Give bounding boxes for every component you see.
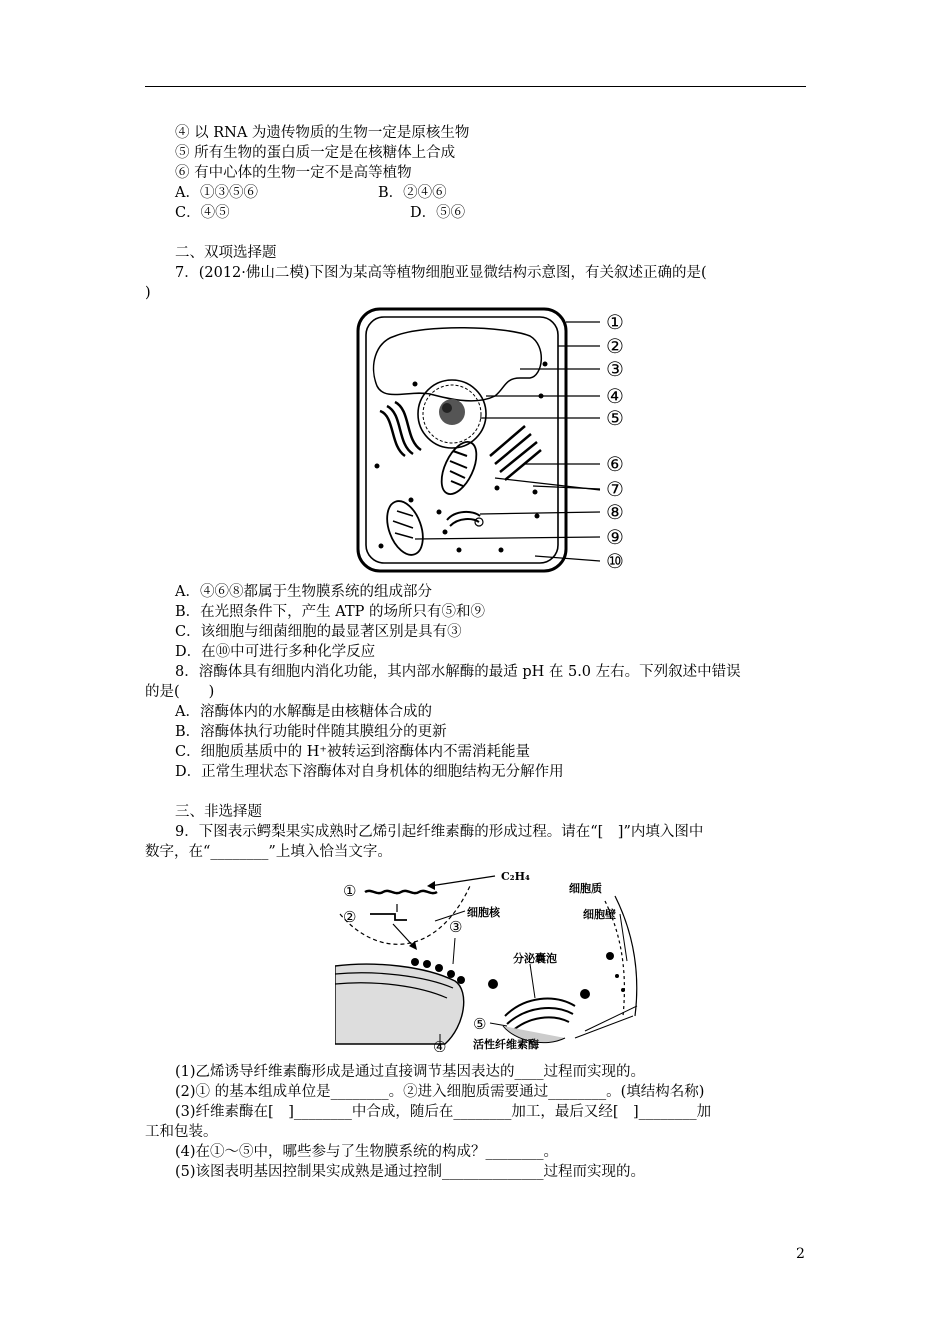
q7-stem-line2: ) bbox=[145, 285, 151, 301]
fig-num-5: ⑤ bbox=[473, 1015, 487, 1033]
fig-label-cytoplasm: 细胞质 bbox=[569, 882, 602, 895]
cell-label-9: ⑨ bbox=[606, 525, 624, 549]
q8-stem-line2: 的是( ) bbox=[145, 684, 215, 700]
q7-option-b: B．在光照条件下，产生 ATP 的场所只有⑤和⑨ bbox=[175, 604, 485, 620]
q6-statement-6: ⑥ 有中心体的生物一定不是高等植物 bbox=[175, 165, 412, 181]
fig-label-c2h4: C₂H₄ bbox=[501, 870, 530, 883]
fig-label-active-cellulase: 活性纤维素酶 bbox=[473, 1038, 539, 1051]
q9-part-1: (1)乙烯诱导纤维素酶形成是通过直接调节基因表达的____过程而实现的。 bbox=[175, 1064, 646, 1080]
cell-label-7: ⑦ bbox=[606, 477, 624, 501]
q6-statement-5: ⑤ 所有生物的蛋白质一定是在核糖体上合成 bbox=[175, 145, 456, 161]
section-heading-3: 三、非选择题 bbox=[175, 804, 262, 820]
page-number: 2 bbox=[796, 1246, 805, 1262]
cell-label-3: ③ bbox=[606, 357, 624, 381]
fig-num-2: ② bbox=[343, 908, 357, 926]
q8-option-c: C．细胞质基质中的 H⁺被转运到溶酶体内不需消耗能量 bbox=[175, 744, 531, 760]
q9-stem-line1: 9．下图表示鳄梨果实成熟时乙烯引起纤维素酶的形成过程。请在“[ ]”内填入图中 bbox=[175, 824, 704, 840]
q9-part-3: (3)纤维素酶在[ ]________中合成，随后在________加工，最后又经[ ]________加 bbox=[175, 1104, 712, 1120]
q7-option-c: C．该细胞与细菌细胞的最显著区别是具有③ bbox=[175, 624, 462, 640]
fig-num-4: ④ bbox=[433, 1038, 447, 1052]
q9-part-4: (4)在①～⑤中，哪些参与了生物膜系统的构成？________。 bbox=[175, 1144, 559, 1160]
q7-option-d: D．在⑩中可进行多种化学反应 bbox=[175, 644, 376, 660]
q7-option-a: A．④⑥⑧都属于生物膜系统的组成部分 bbox=[175, 584, 432, 600]
q9-part-3-cont: 工和包装。 bbox=[145, 1124, 218, 1140]
fig-num-3: ③ bbox=[449, 918, 463, 936]
q6-option-b: B．②④⑥ bbox=[378, 185, 447, 201]
cell-label-1: ① bbox=[606, 310, 624, 334]
q8-option-d: D．正常生理状态下溶酶体对自身机体的细胞结构无分解作用 bbox=[175, 764, 564, 780]
q9-stem-line2: 数字，在“________”上填入恰当文字。 bbox=[145, 844, 392, 860]
q6-option-c: C．④⑤ bbox=[175, 205, 230, 221]
q8-option-a: A．溶酶体内的水解酶是由核糖体合成的 bbox=[175, 704, 432, 720]
q8-stem-line1: 8．溶酶体具有细胞内消化功能，其内部水解酶的最适 pH 在 5.0 左右。下列叙述中错误 bbox=[175, 664, 741, 680]
cellulase-formation-diagram bbox=[335, 866, 655, 1052]
header-rule bbox=[145, 86, 806, 87]
q9-part-5: (5)该图表明基因控制果实成熟是通过控制______________过程而实现的。 bbox=[175, 1164, 646, 1180]
q6-option-d: D．⑤⑥ bbox=[410, 205, 466, 221]
cell-label-6: ⑥ bbox=[606, 452, 624, 476]
fig-num-1: ① bbox=[343, 882, 357, 900]
cell-label-4: ④ bbox=[606, 384, 624, 408]
plant-cell-diagram bbox=[355, 306, 635, 578]
cell-label-10: ⑩ bbox=[606, 549, 624, 573]
cell-label-2: ② bbox=[606, 334, 624, 358]
q8-option-b: B．溶酶体执行功能时伴随其膜组分的更新 bbox=[175, 724, 447, 740]
q6-statement-4: ④ 以 RNA 为遗传物质的生物一定是原核生物 bbox=[175, 125, 470, 141]
section-heading-2: 二、双项选择题 bbox=[175, 245, 277, 261]
cell-label-5: ⑤ bbox=[606, 406, 624, 430]
cell-label-8: ⑧ bbox=[606, 500, 624, 524]
fig-label-cell-wall: 细胞壁 bbox=[583, 908, 616, 921]
fig-label-nucleus: 细胞核 bbox=[467, 906, 500, 919]
q7-stem-line1: 7．(2012·佛山二模)下图为某高等植物细胞亚显微结构示意图，有关叙述正确的是( bbox=[175, 265, 707, 281]
q9-part-2: (2)① 的基本组成单位是________。②进入细胞质需要通过________。(填结构名称) bbox=[175, 1084, 705, 1100]
fig-label-vesicle: 分泌囊泡 bbox=[513, 952, 557, 965]
q6-option-a: A．①③⑤⑥ bbox=[175, 185, 258, 201]
